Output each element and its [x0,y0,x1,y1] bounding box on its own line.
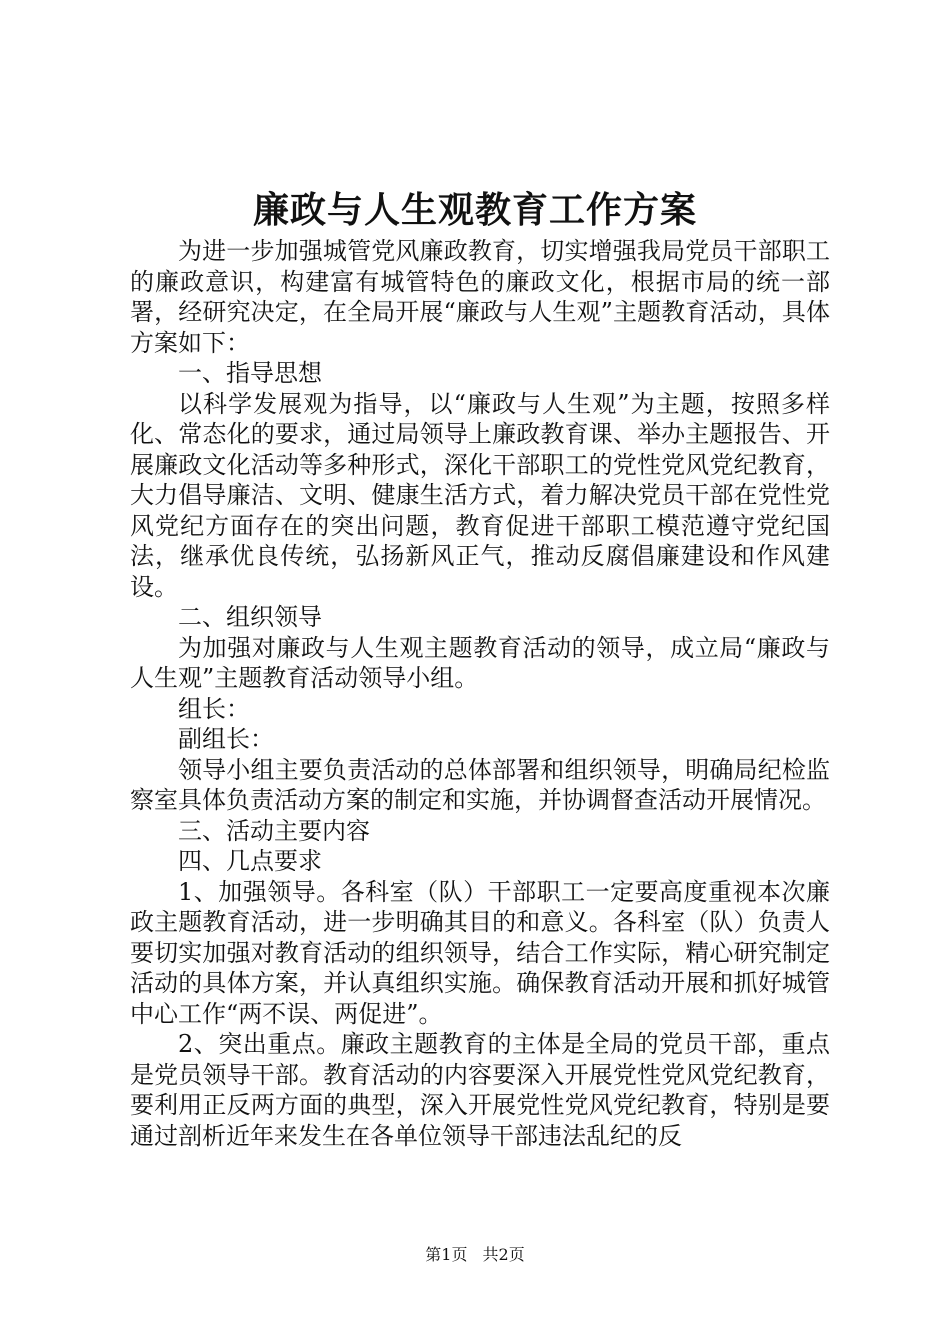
deputy-leader-line: 副组长： [178,725,274,753]
page-number: 第1页 [425,1245,468,1264]
section-heading-activities: 三、活动主要内容 [178,816,370,845]
team-duty-paragraph: 领导小组主要负责活动的总体部署和组织领导，明确局纪检监察室具体负责活动方案的制定和实施，并协调督查活动开展情况。 [130,755,830,814]
document-body [130,236,830,1151]
organization-paragraph: 为加强对廉政与人生观主题教育活动的领导，成立局“廉政与人生观”主题教育活动领导小组。 [130,633,830,692]
section-heading-guiding-ideology: 一、指导思想 [178,359,322,387]
section-heading-requirements: 四、几点要求 [178,847,322,875]
requirement-1-paragraph: 1、加强领导。各科室（队）干部职工一定要高度重视本次廉政主题教育活动，进一步明确其目的和意义。各科室（队）负责人要切实加强对教育活动的组织领导，结合工作实际，精心研究制定活动的具体方案，并认真组织实施。确保教育活动开展和抓好城管中心工作“两不误、两促进”。 [130,877,830,1028]
requirement-2-paragraph: 2、突出重点。廉政主题教育的主体是全局的党员干部，重点是党员领导干部。教育活动的内容要深入开展党性党风党纪教育，要利用正反两方面的典型，深入开展党性党风党纪教育，特别是要通过剖析近年来发生在各单位领导干部违法乱纪的反 [130,1030,830,1150]
page-footer [0,1244,950,1266]
team-leader-line: 组长： [178,694,250,723]
intro-paragraph: 为进一步加强城管党风廉政教育，切实增强我局党员干部职工的廉政意识，构建富有城管特色的廉政文化，根据市局的统一部署，经研究决定，在全局开展“廉政与人生观”主题教育活动，具体方案如下： [130,237,830,357]
guiding-ideology-paragraph: 以科学发展观为指导，以“廉政与人生观”为主题，按照多样化、常态化的要求，通过局领导上廉政教育课、举办主题报告、开展廉政文化活动等多种形式，深化干部职工的党性党风党纪教育，大力倡导廉洁、文明、健康生活方式，着力解决党员干部在党性党风党纪方面存在的突出问题，教育促进干部职工模范遵守党纪国法，继承优良传统，弘扬新风正气，推动反腐倡廉建设和作风建设。 [130,389,830,601]
section-heading-organization: 二、组织领导 [178,603,322,631]
document-title: 廉政与人生观教育工作方案 [252,189,697,231]
page-total: 共2页 [482,1245,525,1264]
